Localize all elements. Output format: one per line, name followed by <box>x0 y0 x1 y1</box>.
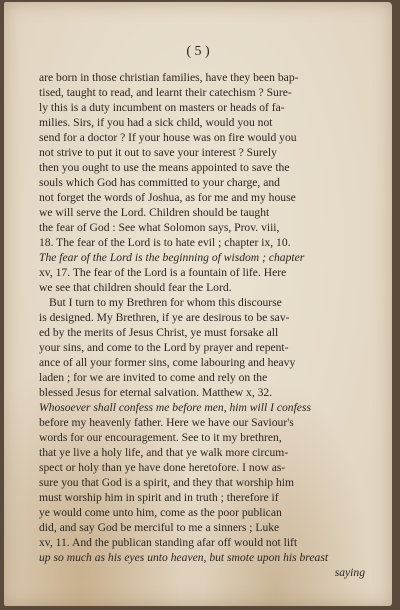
text-line: we will serve the Lord. Children should be taught <box>39 206 270 219</box>
catchword: saying <box>334 566 365 579</box>
text-line: we see that children should fear the Lord. <box>39 281 232 294</box>
text-line: ance of all your former sins, come labouring and heavy <box>39 356 296 369</box>
text-line: laden ; for we are invited to come and rely on the <box>39 371 268 384</box>
text-line: send for a doctor ? If your house was on fire would you <box>39 131 297 144</box>
page-number: ( 5 ) <box>186 44 210 59</box>
text-line: before my heavenly father. Here we have our Saviour's <box>39 416 294 429</box>
text-line-italic: Whosoever shall confess me before men, him will I confess <box>39 401 311 414</box>
text-line: the fear of God : See what Solomon says, Prov. viii, <box>39 221 280 234</box>
text-line: xv, 17. The fear of the Lord is a fountain of life. Here <box>39 266 287 279</box>
text-line: then you ought to use the means appointed to save the <box>39 161 290 174</box>
text-line: milies. Sirs, if you had a sick child, would you not <box>39 116 273 129</box>
text-line: that ye live a holy life, and that ye walk more circum- <box>39 446 289 459</box>
text-line-italic: up so much as his eyes unto heaven, but smote upon his breast <box>39 551 329 564</box>
text-line: spect or holy than ye have done heretofore. I now as- <box>39 461 286 474</box>
body-text <box>39 70 365 580</box>
text-line: not strive to put it out to save your interest ? Surely <box>39 146 277 159</box>
text-line: ly this is a duty incumbent on masters or heads of fa- <box>39 101 285 114</box>
text-line: is designed. My Brethren, if ye are desirous to be sav- <box>39 311 290 324</box>
text-line: words for our encouragement. See to it my brethren, <box>39 431 282 444</box>
text-line: xv, 11. And the publican standing afar off would not lift <box>39 536 298 549</box>
text-line: did, and say God be merciful to me a sinners ; Luke <box>39 521 280 534</box>
text-line: ed by the merits of Jesus Christ, ye must forsake all <box>39 326 279 339</box>
book-page <box>4 2 392 606</box>
text-line-paragraph-start: But I turn to my Brethren for whom this discourse <box>49 296 282 309</box>
text-line: ye would come unto him, come as the poor publican <box>39 506 282 519</box>
text-line: are born in those christian families, have they been bap- <box>39 71 299 84</box>
text-line: sure you that God is a spirit, and they that worship him <box>39 476 295 489</box>
text-line: souls which God has committed to your charge, and <box>39 176 280 189</box>
text-line: blessed Jesus for eternal salvation. Matthew x, 32. <box>39 386 273 399</box>
text-line: not forget the words of Joshua, as for me and my house <box>39 191 296 204</box>
text-line: must worship him in spirit and in truth ; therefore if <box>39 491 279 504</box>
text-line: tised, taught to read, and learnt their catechism ? Sure- <box>39 86 292 99</box>
text-line: 18. The fear of the Lord is to hate evil ; chapter ix, 10. <box>39 236 291 249</box>
text-line: your sins, and come to the Lord by prayer and repent- <box>39 341 289 354</box>
text-line-italic: The fear of the Lord is the beginning of wisdom ; chapter <box>39 251 305 264</box>
